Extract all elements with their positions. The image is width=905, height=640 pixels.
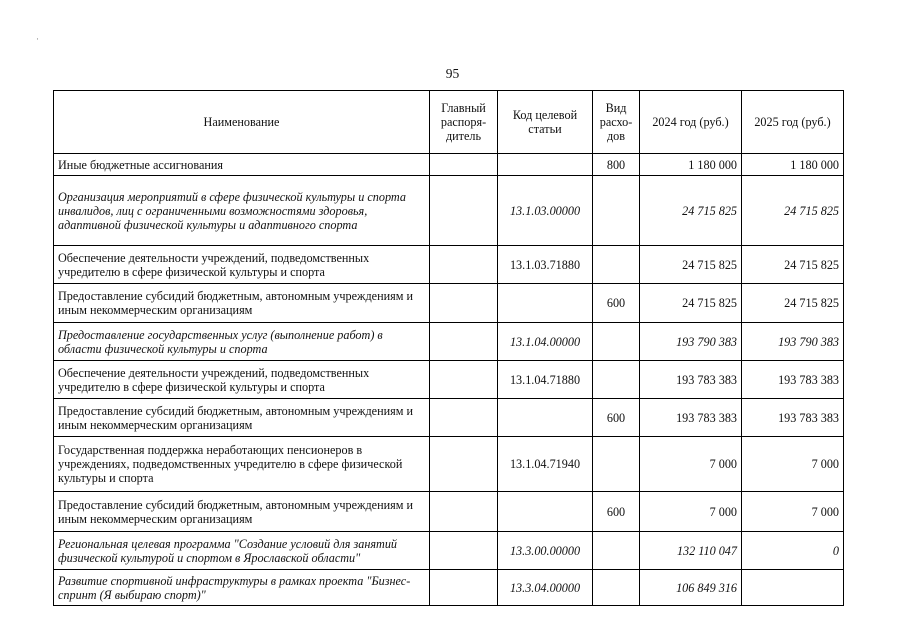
header-vid-raskhodov: Вид расхо-дов [593, 91, 640, 154]
row-name: Обеспечение деятельности учреждений, подведомственных учредителю в сфере физической культуры и спорта [54, 246, 430, 284]
row-code: 13.1.03.00000 [498, 176, 593, 246]
row-name: Предоставление субсидий бюджетным, автономным учреждениям и иным некоммерческим организациям [54, 399, 430, 437]
row-sum-2025: 7 000 [742, 492, 844, 532]
row-name: Развитие спортивной инфраструктуры в рамках проекта "Бизнес-спринт (Я выбираю спорт)" [54, 570, 430, 606]
row-sum-2024: 24 715 825 [640, 284, 742, 323]
row-vid [593, 437, 640, 492]
row-glavny [430, 154, 498, 176]
page-number: 95 [445, 66, 460, 81]
header-glavny-raspor: Главный распоря-дитель [430, 91, 498, 154]
table-row [54, 492, 844, 532]
row-code: 13.1.04.71940 [498, 437, 593, 492]
header-year-2025: 2025 год (руб.) [742, 91, 844, 154]
row-name: Обеспечение деятельности учреждений, подведомственных учредителю в сфере физической культуры и спорта [54, 361, 430, 399]
header-year-2024: 2024 год (руб.) [640, 91, 742, 154]
row-sum-2025: 7 000 [742, 437, 844, 492]
header-name: Наименование [54, 91, 430, 154]
row-vid [593, 176, 640, 246]
row-code: 13.1.04.71880 [498, 361, 593, 399]
row-code: 13.1.03.71880 [498, 246, 593, 284]
row-glavny [430, 532, 498, 570]
row-name: Предоставление субсидий бюджетным, автономным учреждениям и иным некоммерческим организациям [54, 284, 430, 323]
row-code: 13.1.04.00000 [498, 323, 593, 361]
row-sum-2024: 193 790 383 [640, 323, 742, 361]
row-sum-2024: 24 715 825 [640, 246, 742, 284]
row-sum-2025: 0 [742, 532, 844, 570]
row-name: Предоставление субсидий бюджетным, автономным учреждениям и иным некоммерческим организациям [54, 492, 430, 532]
table-row [54, 246, 844, 284]
row-name: Предоставление государственных услуг (выполнение работ) в области физической культуры и спорта [54, 323, 430, 361]
row-glavny [430, 399, 498, 437]
row-sum-2025: 193 783 383 [742, 399, 844, 437]
row-sum-2024: 7 000 [640, 437, 742, 492]
row-vid: 600 [593, 492, 640, 532]
row-vid [593, 532, 640, 570]
row-glavny [430, 176, 498, 246]
table-row [54, 323, 844, 361]
row-vid: 800 [593, 154, 640, 176]
row-sum-2025: 24 715 825 [742, 246, 844, 284]
table-row [54, 399, 844, 437]
row-sum-2025: 193 790 383 [742, 323, 844, 361]
row-glavny [430, 570, 498, 606]
row-sum-2025: 24 715 825 [742, 284, 844, 323]
row-sum-2024: 24 715 825 [640, 176, 742, 246]
table-body [54, 154, 844, 606]
row-name: Организация мероприятий в сфере физической культуры и спорта инвалидов, лиц с ограниченными возможностями здоровья, адаптивной физической культуры и адаптивного спорта [54, 176, 430, 246]
table-row [54, 176, 844, 246]
row-name: Региональная целевая программа "Создание условий для занятий физической культурой и спортом в Ярославской области" [54, 532, 430, 570]
row-vid: 600 [593, 399, 640, 437]
scan-mark: · [36, 34, 39, 44]
row-sum-2024: 132 110 047 [640, 532, 742, 570]
row-glavny [430, 361, 498, 399]
table-row [54, 154, 844, 176]
row-sum-2024: 193 783 383 [640, 399, 742, 437]
row-glavny [430, 246, 498, 284]
header-row [54, 91, 844, 154]
row-sum-2024: 106 849 316 [640, 570, 742, 606]
row-code [498, 399, 593, 437]
row-vid [593, 246, 640, 284]
row-glavny [430, 492, 498, 532]
row-code [498, 154, 593, 176]
row-sum-2025 [742, 570, 844, 606]
row-code [498, 492, 593, 532]
row-code: 13.3.00.00000 [498, 532, 593, 570]
row-vid [593, 570, 640, 606]
row-glavny [430, 284, 498, 323]
table-row [54, 532, 844, 570]
table-row [54, 437, 844, 492]
row-sum-2025: 193 783 383 [742, 361, 844, 399]
row-vid: 600 [593, 284, 640, 323]
row-sum-2025: 1 180 000 [742, 154, 844, 176]
row-sum-2024: 7 000 [640, 492, 742, 532]
row-name: Иные бюджетные ассигнования [54, 154, 430, 176]
table-row [54, 361, 844, 399]
row-glavny [430, 437, 498, 492]
row-sum-2025: 24 715 825 [742, 176, 844, 246]
budget-table [53, 90, 844, 606]
row-name: Государственная поддержка неработающих пенсионеров в учреждениях, подведомственных учредителю в сфере физической культуры и спорта [54, 437, 430, 492]
row-code [498, 284, 593, 323]
row-glavny [430, 323, 498, 361]
row-sum-2024: 1 180 000 [640, 154, 742, 176]
row-code: 13.3.04.00000 [498, 570, 593, 606]
table-row [54, 284, 844, 323]
row-vid [593, 361, 640, 399]
table-row [54, 570, 844, 606]
row-sum-2024: 193 783 383 [640, 361, 742, 399]
header-kod-statyi: Код целевой статьи [498, 91, 593, 154]
row-vid [593, 323, 640, 361]
